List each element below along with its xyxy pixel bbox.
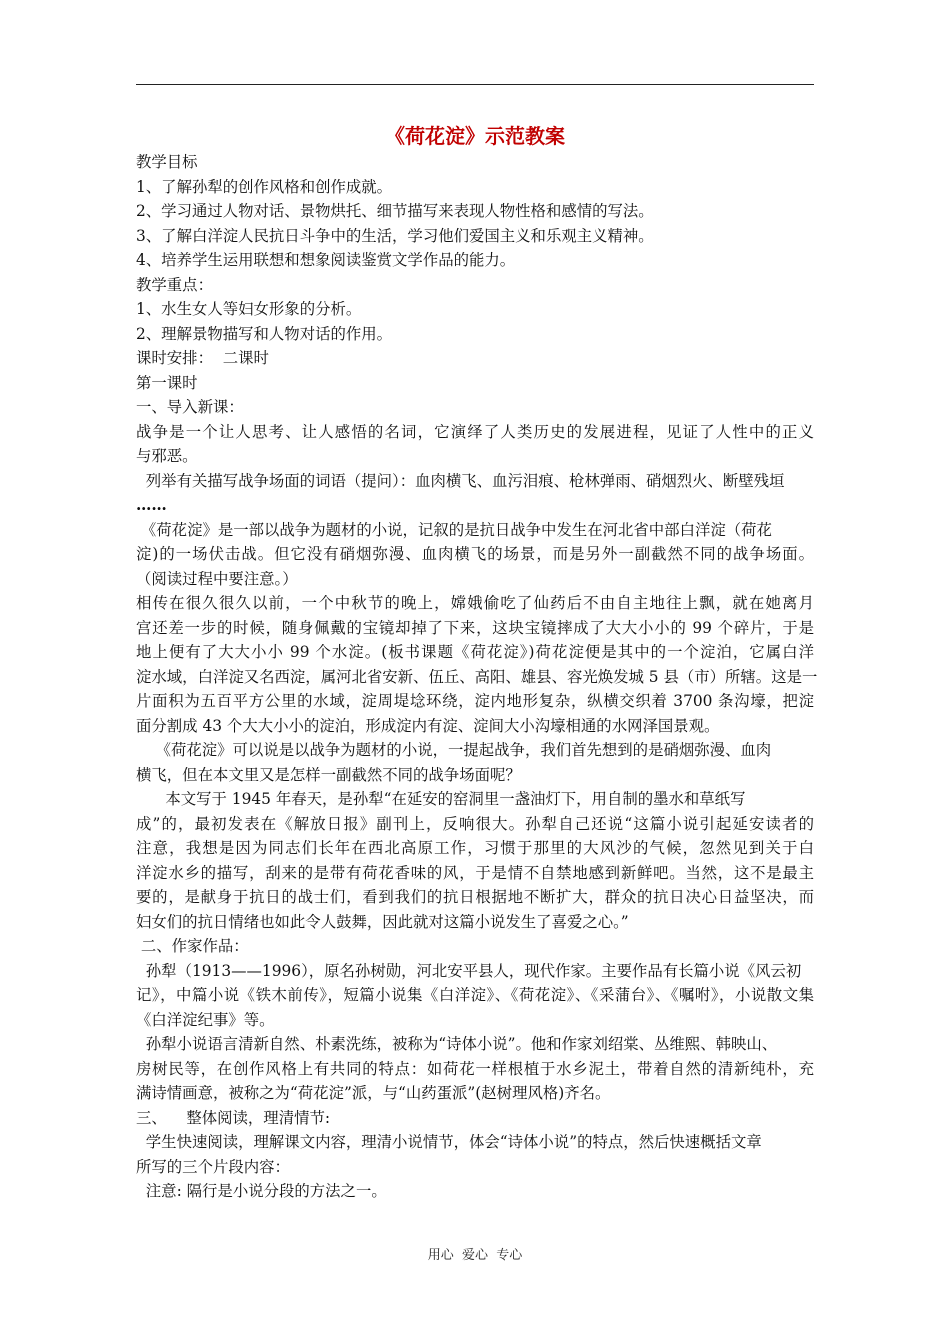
text-line: 片面积为五百平方公里的水域，淀周堤埝环绕，淀内地形复杂，纵横交织着 3700 条沟壕，把淀 (136, 692, 814, 710)
text-line: 淀)的一场伏击战。但它没有硝烟弥漫、血肉横飞的场景，而是另外一副截然不同的战争场面。 (136, 545, 814, 563)
text-line: 4、培养学生运用联想和想象阅读鉴赏文学作品的能力。 (136, 251, 516, 269)
document-body (136, 150, 818, 1204)
text-line: 二、作家作品： (136, 937, 249, 955)
text-line: 要的，是献身于抗日的战士们，看到我们的抗日根据地不断扩大，群众的抗日决心日益坚决，而 (136, 888, 814, 906)
text-line: 教学目标 (136, 153, 198, 171)
text-line: 所写的三个片段内容： (136, 1157, 290, 1176)
text-line: 地上便有了大大小小 99 个水淀。(板书课题《荷花淀》)荷花淀便是其中的一个淀泊，它属白洋 (136, 643, 814, 661)
text-line: 淀水域，白洋淀又名西淀，属河北省安新、伍丘、高阳、雄县、容光焕发城 5 县（市）所辖。这是一 (136, 667, 818, 686)
text-line: 面分割成 43 个大大小小的淀泊，形成淀内有淀、淀间大小沟壕相通的水网泽国景观。 (136, 716, 720, 735)
text-line: 学生快速阅读，理解课文内容，理清小说情节，体会“诗体小说”的特点，然后快速概括文章 (136, 1133, 762, 1151)
text-line: 《白洋淀纪事》等。 (136, 1010, 275, 1029)
text-line: 宫还差一步的时候，随身佩戴的宝镜却掉了下来，这块宝镜摔成了大大小小的 99 个碎片，于是 (136, 618, 814, 637)
text-line: …… (136, 496, 167, 514)
text-line: 横飞，但在本文里又是怎样一副截然不同的战争场面呢？ (136, 765, 521, 784)
text-line: 3、了解白洋淀人民抗日斗争中的生活，学习他们爱国主义和乐观主义精神。 (136, 226, 654, 245)
text-line: 1、了解孙犁的创作风格和创作成就。 (136, 177, 393, 196)
text-line: 成”的，最初发表在《解放日报》副刊上，反响很大。孙犁自己还说“这篇小说引起延安读者的 (136, 814, 814, 833)
header-rule (136, 84, 814, 85)
text-line: 《荷花淀》可以说是以战争为题材的小说，一提起战争，我们首先想到的是硝烟弥漫、血肉 (136, 741, 772, 759)
text-line: 孙犁（1913——1996），原名孙树勋，河北安平县人，现代作家。主要作品有长篇小说《风云初 (136, 961, 802, 980)
text-line: 第一课时 (136, 373, 198, 392)
text-line: 课时安排： 二课时 (136, 349, 269, 367)
text-line: 1、水生女人等妇女形象的分析。 (136, 300, 362, 318)
text-line: 教学重点： (136, 275, 213, 294)
text-line: 注意: 隔行是小说分段的方法之一。 (136, 1182, 387, 1200)
text-line: 房树民等，在创作风格上有共同的特点：如荷花一样根植于水乡泥土，带着自然的清新纯朴，充 (136, 1059, 814, 1078)
text-line: 本文写于 1945 年春天，是孙犁“在延安的窑洞里一盏油灯下，用自制的墨水和草纸写 (136, 790, 746, 808)
text-line: 注意，我想是因为同志们长年在西北高原工作，习惯于那里的大风沙的气候，忽然见到关于白 (136, 839, 814, 857)
text-line: 记》，中篇小说《铁木前传》，短篇小说集《白洋淀》、《荷花淀》、《采蒲台》、《嘱咐》，小说散文集 (136, 986, 814, 1004)
text-line: 与邪恶。 (136, 447, 198, 465)
text-line: 三、 整体阅读，理清情节: (136, 1108, 331, 1127)
page-footer: 用心 爱心 专心 (427, 1248, 523, 1263)
text-line: 《荷花淀》是一部以战争为题材的小说，记叙的是抗日战争中发生在河北省中部白洋淀（荷花 (136, 520, 772, 539)
text-line: 洋淀水乡的描写，刮来的是带有荷花香味的风，于是情不自禁地感到新鲜吧。当然，这不是最主 (136, 863, 814, 882)
document-title: 《荷花淀》示范教案 (385, 124, 565, 148)
text-line: （阅读过程中要注意。） (136, 569, 298, 588)
text-line: 相传在很久很久以前，一个中秋节的晚上，嫦娥偷吃了仙药后不由自主地往上飘，就在她离月 (136, 594, 814, 612)
text-line: 列举有关描写战争场面的词语（提问）：血肉横飞、血污泪痕、枪林弹雨、硝烟烈火、断壁残垣 (136, 471, 785, 490)
text-line: 2、学习通过人物对话、景物烘托、细节描写来表现人物性格和感情的写法。 (136, 202, 654, 220)
text-line: 一、导入新课： (136, 398, 244, 416)
text-line: 2、理解景物描写和人物对话的作用。 (136, 324, 393, 343)
text-line: 妇女们的抗日情绪也如此令人鼓舞，因此就对这篇小说发生了喜爱之心。” (136, 912, 629, 931)
text-line: 满诗情画意，被称之为“荷花淀”派，与“山药蛋派”(赵树理风格)齐名。 (136, 1084, 611, 1102)
text-line: 孙犁小说语言清新自然、朴素洗练，被称为“诗体小说”。他和作家刘绍棠、丛维熙、韩映山、 (136, 1035, 778, 1053)
text-line: 战争是一个让人思考、让人感悟的名词，它演绎了人类历史的发展进程，见证了人性中的正义 (136, 422, 814, 441)
